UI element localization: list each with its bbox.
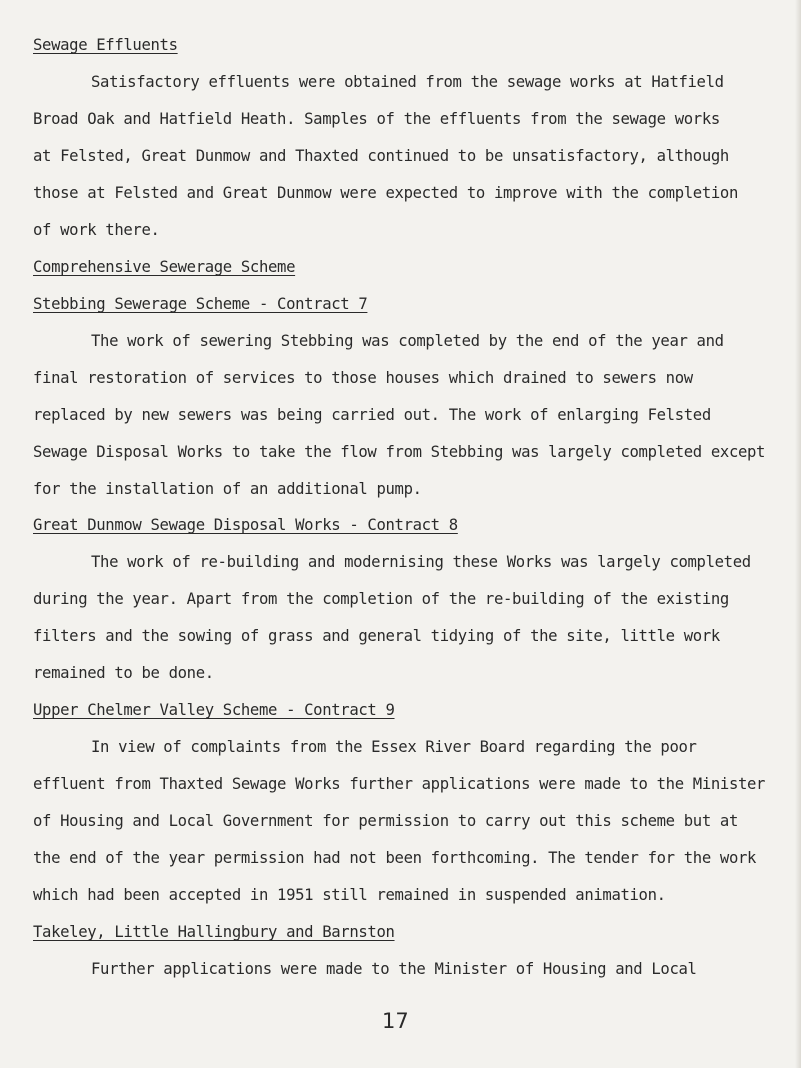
section-heading-takeley: Takeley, Little Hallingbury and Barnston — [33, 923, 395, 941]
paragraph-line: during the year. Apart from the completion of the re-building of the existing — [33, 590, 729, 608]
paragraph-line: at Felsted, Great Dunmow and Thaxted continued to be unsatisfactory, although — [33, 147, 729, 165]
paragraph-line: Further applications were made to the Minister of Housing and Local — [91, 960, 697, 978]
section-heading-comprehensive-sewerage: Comprehensive Sewerage Scheme — [33, 258, 296, 276]
section-heading-great-dunmow: Great Dunmow Sewage Disposal Works - Contract 8 — [33, 516, 458, 534]
paragraph-line: the end of the year permission had not been forthcoming. The tender for the work — [33, 849, 757, 867]
paragraph-line: final restoration of services to those houses which drained to sewers now — [33, 369, 693, 387]
paragraph-line: Satisfactory effluents were obtained from the sewage works at Hatfield — [91, 73, 724, 91]
paragraph-line: effluent from Thaxted Sewage Works further applications were made to the Minister — [33, 775, 766, 793]
paragraph-line: those at Felsted and Great Dunmow were expected to improve with the completion — [33, 184, 738, 202]
paragraph-line: Broad Oak and Hatfield Heath. Samples of the effluents from the sewage works — [33, 110, 720, 128]
paragraph-line: for the installation of an additional pump. — [33, 480, 422, 498]
scan-edge-shadow — [795, 0, 801, 1068]
paragraph-line: Sewage Disposal Works to take the flow from Stebbing was largely completed except — [33, 443, 766, 461]
paragraph-line: of Housing and Local Government for permission to carry out this scheme but at — [33, 812, 738, 830]
paragraph-line: In view of complaints from the Essex River Board regarding the poor — [91, 738, 697, 756]
page-number: 17 — [382, 1009, 409, 1033]
section-heading-upper-chelmer: Upper Chelmer Valley Scheme - Contract 9 — [33, 701, 395, 719]
paragraph-line: The work of re-building and modernising these Works was largely completed — [91, 553, 751, 571]
paragraph-line: The work of sewering Stebbing was completed by the end of the year and — [91, 332, 724, 350]
section-heading-stebbing: Stebbing Sewerage Scheme - Contract 7 — [33, 295, 368, 313]
section-heading-sewage-effluents: Sewage Effluents — [33, 36, 178, 54]
paragraph-line: remained to be done. — [33, 664, 214, 682]
paragraph-line: which had been accepted in 1951 still remained in suspended animation. — [33, 886, 666, 904]
paragraph-line: of work there. — [33, 221, 160, 239]
paragraph-line: filters and the sowing of grass and general tidying of the site, little work — [33, 627, 720, 645]
paragraph-line: replaced by new sewers was being carried out. The work of enlarging Felsted — [33, 406, 711, 424]
